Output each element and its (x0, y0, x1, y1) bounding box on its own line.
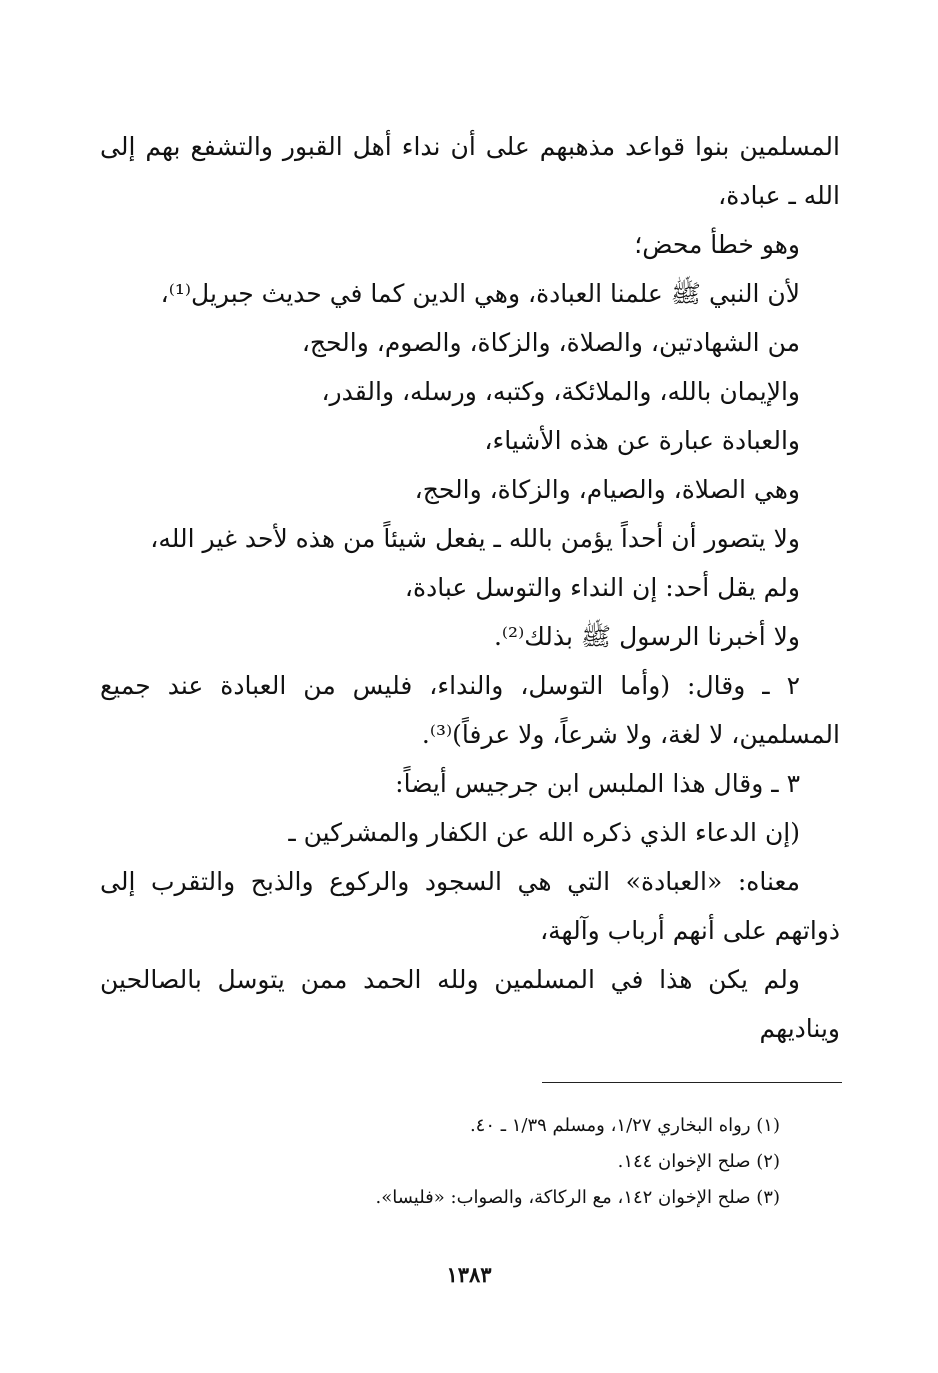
footnote-1: (١) رواه البخاري ١/٢٧، ومسلم ١/٣٩ ـ ٤٠. (469, 1115, 780, 1136)
paragraph-14: معناه: «العبادة» التي هي السجود والركوع والذبح والتقرب إلى ذواتهم على أنهم أرباب وآلهة، (100, 867, 840, 945)
paragraph-9: ولم يقل أحد: إن النداء والتوسل عبادة، (404, 573, 800, 602)
paragraph-13: (إن الدعاء الذي ذكره الله عن الكفار والمشركين ـ (288, 818, 800, 847)
footnote-2: (٢) صلح الإخوان ١٤٤. (617, 1151, 780, 1172)
paragraph-3: لأن النبي ﷺ علمنا العبادة، وهي الدين كما في حديث جبريل⁽¹⁾، (160, 279, 800, 308)
footnote-separator (542, 1082, 842, 1083)
page-number: ١٣٨٣ (446, 1262, 492, 1287)
paragraph-8: ولا يتصور أن أحداً يؤمن بالله ـ يفعل شيئاً من هذه لأحد غير الله، (150, 524, 800, 553)
paragraph-11: ٢ ـ وقال: (وأما التوسل، والنداء، فليس من العبادة عند جميع المسلمين، لا لغة، ولا شرعاً، ولا عرفاً)⁽³⁾. (100, 671, 840, 749)
footnotes (100, 1108, 840, 1216)
paragraph-5: والإيمان بالله، والملائكة، وكتبه، ورسله، والقدر، (321, 377, 800, 406)
footnote-3: (٣) صلح الإخوان ١٤٢، مع الركاكة، والصواب: «فليسا». (375, 1187, 780, 1208)
main-text (100, 122, 840, 1053)
paragraph-6: والعبادة عبارة عن هذه الأشياء، (484, 426, 800, 455)
paragraph-12: ٣ ـ وقال هذا الملبس ابن جرجيس أيضاً: (395, 769, 800, 798)
paragraph-15: ولم يكن هذا في المسلمين ولله الحمد ممن يتوسل بالصالحين ويناديهم (100, 965, 840, 1043)
paragraph-4: من الشهادتين، والصلاة، والزكاة، والصوم، والحج، (301, 328, 800, 357)
paragraph-1: المسلمين بنوا قواعد مذهبهم على أن نداء أهل القبور والتشفع بهم إلى الله ـ عبادة، (100, 132, 840, 210)
paragraph-2: وهو خطأ محض؛ (634, 230, 800, 259)
paragraph-7: وهي الصلاة، والصيام، والزكاة، والحج، (414, 475, 800, 504)
paragraph-10: ولا أخبرنا الرسول ﷺ بذلك⁽²⁾. (493, 622, 800, 651)
